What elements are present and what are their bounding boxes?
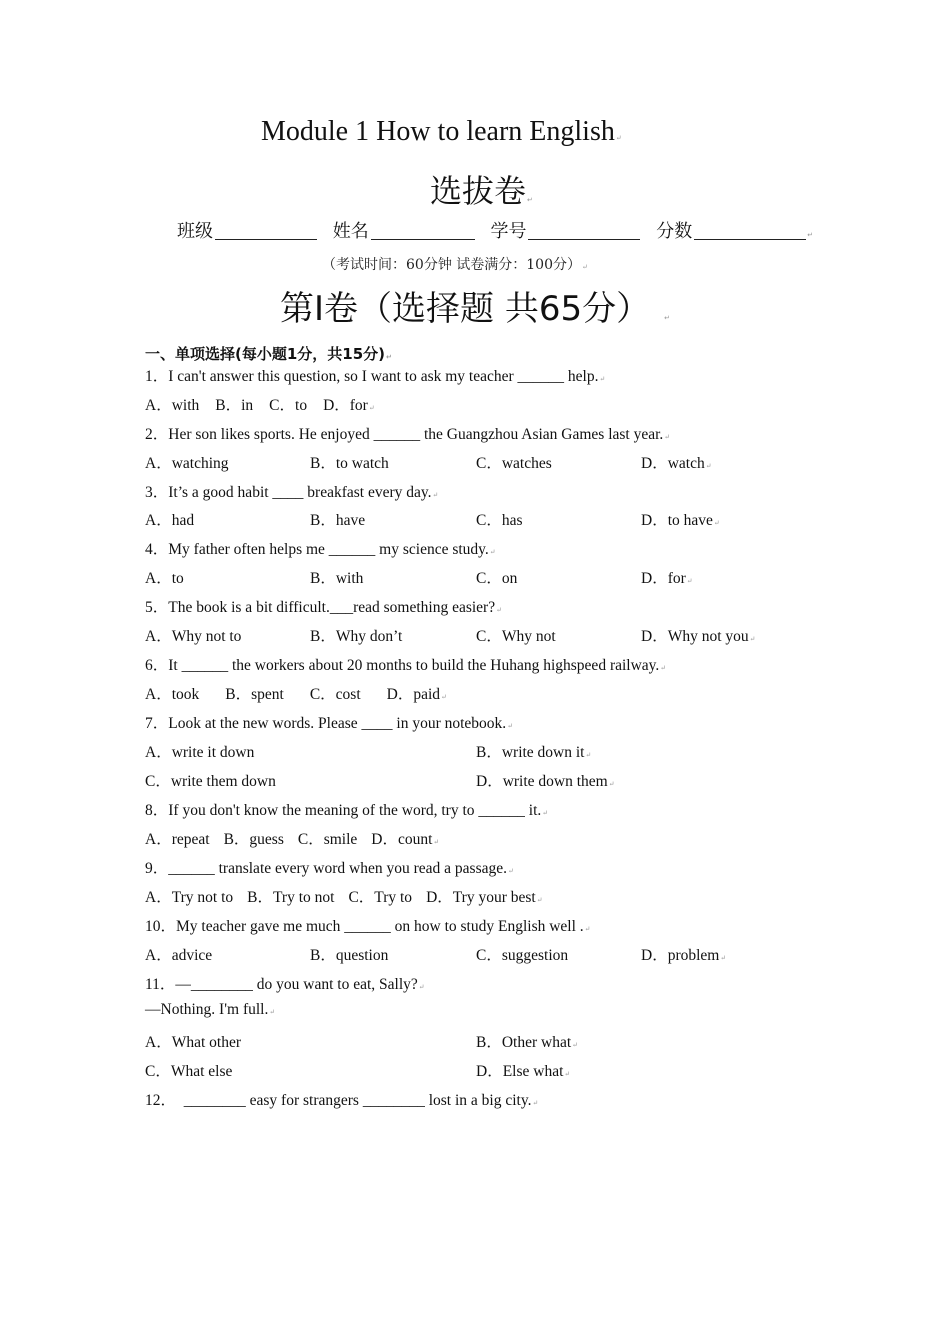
option-c[interactable]: C．has [476,512,523,529]
option-b[interactable]: B．Try to not [247,889,335,906]
option-a[interactable]: A．What other [145,1034,241,1051]
option-c[interactable]: C．write them down [145,773,276,790]
option-a[interactable]: A．write it down [145,744,255,761]
option-c[interactable]: C．suggestion [476,947,569,964]
option-c[interactable]: C．on [476,570,518,587]
question-11-reply: —Nothing. I'm full.↵ [145,1001,276,1018]
student-info-row: 班级 姓名 学号 分数 ↵ [177,221,814,242]
question-11-options-row2: C．What else D．Else what↵ [145,1059,570,1081]
question-9: 9．______ translate every word when you read a passage.↵ [145,860,514,877]
option-c[interactable]: C．watches [476,455,552,472]
question-9-stem: 9．______ translate every word when you read a passage. [145,860,507,877]
option-c[interactable]: C．smile [297,831,358,848]
question-7-stem: 7．Look at the new words. Please ____ in your notebook. [145,715,507,732]
option-d[interactable]: D．for [641,570,686,587]
question-12-stem: 12． ________ easy for strangers ________ lost in a big city. [145,1092,532,1109]
class-label: 班级 [177,221,213,242]
question-12: 12． ________ easy for strangers ________ lost in a big city.↵ [145,1092,539,1109]
option-b[interactable]: B．spent [225,686,284,703]
question-10-stem: 10．My teacher gave me much ______ on how to study English well . [145,918,584,935]
id-label: 学号 [490,221,527,242]
question-3-stem: 3．It’s a good habit ____ breakfast every day. [145,484,432,501]
score-label: 分数 [656,221,693,242]
question-10: 10．My teacher gave me much ______ on how to study English well .↵ [145,918,591,935]
question-9-options: A．Try not to B．Try to not C．Try to D．Try your best↵ [145,885,543,907]
option-b[interactable]: B．question [310,947,389,964]
option-c[interactable]: C．cost [309,686,361,703]
option-d[interactable]: D．Why not you [641,628,749,645]
paper-subtitle: 选拔卷↵ [430,172,533,210]
name-label: 姓名 [332,221,369,242]
question-1: 1．I can't answer this question, so I want to ask my teacher ______ help.↵ [145,368,606,385]
class-blank[interactable] [215,221,317,240]
question-1-options: A．with B．in C．to D．for↵ [145,393,375,415]
question-6-options: A．took B．spent C．cost D．paid↵ [145,682,447,704]
question-4-options: A．to B．with C．on D．for↵ [145,566,693,588]
part-title-text: 第I卷（选择题 共65分） [280,289,651,329]
question-3-options: A．had B．have C．has D．to have↵ [145,508,720,530]
question-11: 11．—________ do you want to eat, Sally?↵ [145,976,425,993]
question-6-stem: 6．It ______ the workers about 20 months to build the Huhang highspeed railway. [145,657,660,674]
question-11-options-row1: A．What other B．Other what↵ [145,1030,578,1052]
option-d[interactable]: D．count [371,831,433,848]
option-d[interactable]: D．Else what [476,1063,564,1080]
option-b[interactable]: B．with [310,570,364,587]
question-4: 4．My father often helps me ______ my science study.↵ [145,541,496,558]
option-c[interactable]: C．What else [145,1063,233,1080]
id-blank[interactable] [528,221,640,240]
part-title: 第I卷（选择题 共65分） ↵ [280,289,670,329]
option-c[interactable]: C．to [269,397,308,414]
question-2-stem: 2．Her son likes sports. He enjoyed ______ the Guangzhou Asian Games last year. [145,426,664,443]
question-5: 5．The book is a bit difficult.___read something easier?↵ [145,599,502,616]
option-c[interactable]: C．Why not [476,628,556,645]
module-title: Module 1 How to learn English↵ [261,116,622,147]
name-blank[interactable] [371,221,475,240]
option-d[interactable]: D．write down them [476,773,608,790]
option-a[interactable]: A．had [145,512,195,529]
option-a[interactable]: A．took [145,686,200,703]
option-a[interactable]: A．with [145,397,200,414]
section-heading: 一、单项选择(每小题1分，共15分)↵ [145,345,392,363]
option-b[interactable]: B．in [215,397,254,414]
question-2-options: A．watching B．to watch C．watches D．watch↵ [145,451,712,473]
question-8: 8．If you don't know the meaning of the word, try to ______ it.↵ [145,802,549,819]
question-2: 2．Her son likes sports. He enjoyed ______ the Guangzhou Asian Games last year.↵ [145,426,671,443]
option-d[interactable]: D．Try your best [426,889,536,906]
question-5-stem: 5．The book is a bit difficult.___read something easier? [145,599,496,616]
option-b[interactable]: B．write down it [476,744,585,761]
option-d[interactable]: D．problem [641,947,720,964]
option-a[interactable]: A．repeat [145,831,210,848]
question-7-options-row2: C．write them down D．write down them↵ [145,769,615,791]
option-d[interactable]: D．for [323,397,368,414]
option-b[interactable]: B．Other what [476,1034,572,1051]
option-b[interactable]: B．have [310,512,366,529]
option-b[interactable]: B．guess [223,831,284,848]
question-3: 3．It’s a good habit ____ breakfast every day.↵ [145,484,439,501]
option-a[interactable]: A．advice [145,947,213,964]
question-8-options: A．repeat B．guess C．smile D．count↵ [145,827,439,849]
question-7: 7．Look at the new words. Please ____ in your notebook.↵ [145,715,514,732]
option-a[interactable]: A．Why not to [145,628,242,645]
option-d[interactable]: D．watch [641,455,705,472]
question-6: 6．It ______ the workers about 20 months to build the Huhang highspeed railway.↵ [145,657,667,674]
question-11-stem: 11．—________ do you want to eat, Sally? [145,976,418,993]
option-a[interactable]: A．watching [145,455,229,472]
exam-note-text: （考试时间：60分钟 试卷满分：100分） [322,257,581,273]
exam-note: （考试时间：60分钟 试卷满分：100分）↵ [322,257,588,273]
option-a[interactable]: A．to [145,570,184,587]
question-7-options-row1: A．write it down B．write down it↵ [145,740,591,762]
score-blank[interactable] [694,221,806,240]
question-8-stem: 8．If you don't know the meaning of the word, try to ______ it. [145,802,542,819]
question-11-reply-text: —Nothing. I'm full. [145,1001,269,1018]
question-1-stem: 1．I can't answer this question, so I want to ask my teacher ______ help. [145,368,599,385]
option-b[interactable]: B．to watch [310,455,389,472]
question-4-stem: 4．My father often helps me ______ my science study. [145,541,489,558]
section-heading-text: 一、单项选择(每小题1分，共15分) [145,345,386,363]
question-10-options: A．advice B．question C．suggestion D．problem↵ [145,943,726,965]
option-d[interactable]: D．to have [641,512,713,529]
option-a[interactable]: A．Try not to [145,889,234,906]
module-title-text: Module 1 How to learn English [261,116,615,147]
option-c[interactable]: C．Try to [348,889,413,906]
paper-subtitle-text: 选拔卷 [430,172,527,210]
option-b[interactable]: B．Why don’t [310,628,403,645]
option-d[interactable]: D．paid [386,686,441,703]
question-5-options: A．Why not to B．Why don’t C．Why not D．Why not you↵ [145,624,756,646]
